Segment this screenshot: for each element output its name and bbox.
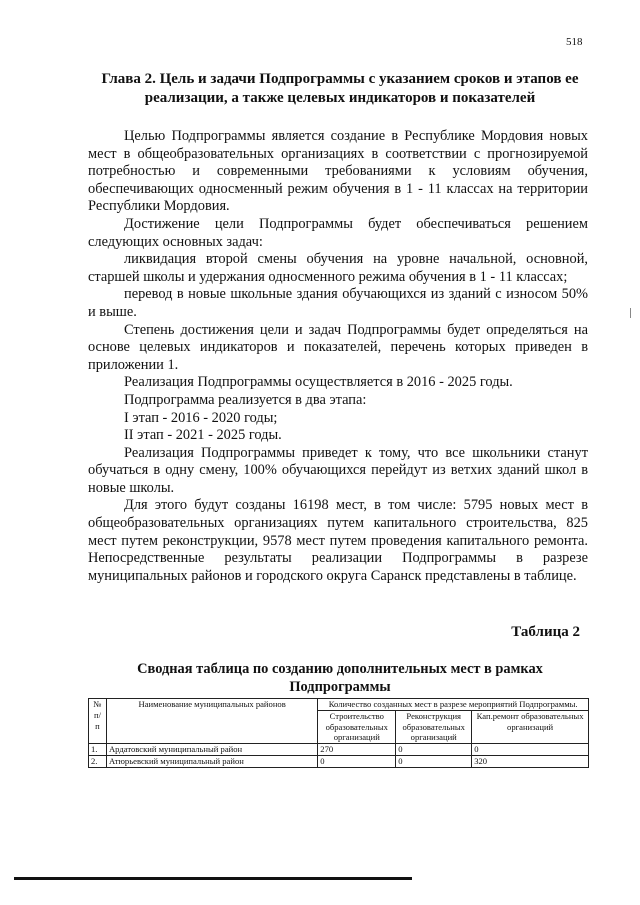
table-row	[89, 744, 589, 756]
paragraph-stage-2: II этап - 2021 - 2025 годы.	[124, 427, 282, 444]
paragraph-stage-1: I этап - 2016 - 2020 годы;	[124, 409, 278, 426]
paragraph-stages: Подпрограмма реализуется в два этапа:	[124, 391, 367, 408]
header-construction: Строительство образовательных организаций	[318, 710, 396, 743]
header-district: Наименование муниципальных районов	[106, 699, 317, 744]
table-header-row	[89, 699, 589, 711]
scan-mark	[630, 308, 631, 318]
row-construction: 0	[318, 755, 396, 767]
paragraph-indicators: Степень достижения цели и задач Подпрограммы будет определяться на основе целевых индикаторов и показателей, перечень которых приведен в приложении 1.	[88, 321, 588, 373]
row-repair: 0	[472, 744, 589, 756]
row-reconstruction: 0	[396, 755, 472, 767]
header-repair: Кап.ремонт образовательных организаций	[472, 710, 589, 743]
footer-bar	[14, 877, 412, 880]
header-reconstruction: Реконструкция образовательных организаций	[396, 710, 472, 743]
table-label: Таблица 2	[511, 624, 580, 640]
chapter-title	[90, 70, 590, 108]
header-number: № п/ п	[89, 699, 107, 744]
chapter-title-line-2: реализации, а также целевых индикаторов и показателей	[144, 90, 536, 106]
paragraph-result: Реализация Подпрограммы приведет к тому, что все школьники станут обучаться в одну смену, 100% обучающихся перейдут из ветхих зданий школ в новые школы.	[88, 444, 588, 496]
table-caption-line-2: Подпрограммы	[289, 679, 391, 695]
chapter-title-line-1: Глава 2. Цель и задачи Подпрограммы с указанием сроков и этапов ее	[101, 71, 579, 87]
paragraph-places: Для этого будут созданы 16198 мест, в том числе: 5795 новых мест в общеобразовательных организациях путем капитального строительства, 825 мест путем реконструкции, 9578 мест путем проведения капитального ремонта. Непосредственные результаты реализации Подпрограммы в разрезе муниципальных районов и городского округа Саранск представлены в таблице.	[88, 497, 588, 584]
row-repair: 320	[472, 755, 589, 767]
row-number: 2.	[89, 755, 107, 767]
row-district: Атюрьевский муниципальный район	[106, 755, 317, 767]
header-group: Количество созданных мест в разрезе мероприятий Подпрограммы.	[318, 699, 589, 711]
body-text	[88, 128, 588, 585]
paragraph-task-2: перевод в новые школьные здания обучающихся из зданий с износом 50% и выше.	[88, 286, 588, 320]
table-row	[89, 755, 589, 767]
row-reconstruction: 0	[396, 744, 472, 756]
paragraph-task-1: ликвидация второй смены обучения на уровне начальной, основной, старшей школы и удержания односменного режима обучения в 1 - 11 классах;	[88, 251, 588, 285]
table-caption	[90, 660, 590, 696]
table-caption-line-1: Сводная таблица по созданию дополнительных мест в рамках	[137, 661, 543, 677]
page-number: 518	[566, 36, 583, 48]
row-construction: 270	[318, 744, 396, 756]
paragraph-tasks-intro: Достижение цели Подпрограммы будет обеспечиваться решением следующих основных задач:	[88, 215, 588, 250]
paragraph-goal: Целью Подпрограммы является создание в Республике Мордовия новых мест в общеобразовательных организациях в соответствии с прогнозируемой потребностью и современными требованиями к условиям обучения, обеспечивающих односменный режим обучения в 1 - 11 классах на территории Республики Мордовия.	[88, 128, 588, 215]
paragraph-period: Реализация Подпрограммы осуществляется в 2016 - 2025 годы.	[124, 374, 513, 391]
row-district: Ардатовский муниципальный район	[106, 744, 317, 756]
row-number: 1.	[89, 744, 107, 756]
summary-table	[88, 698, 589, 768]
